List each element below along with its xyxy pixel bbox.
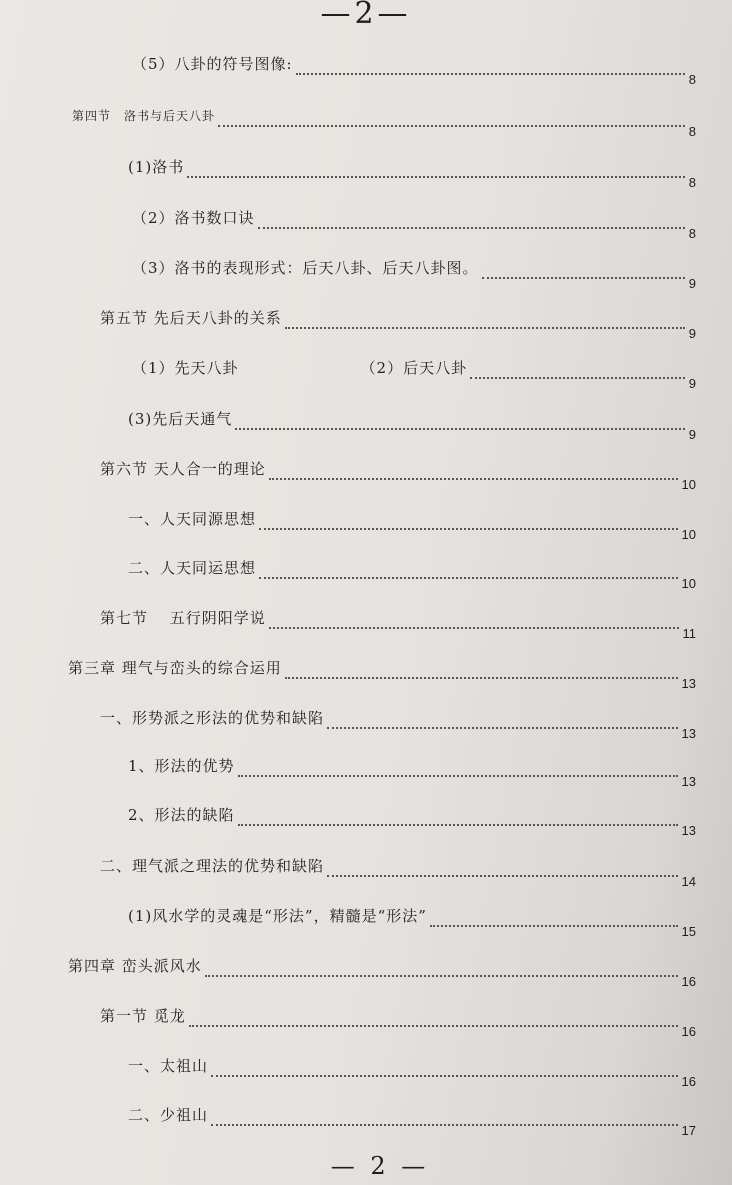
- toc-page-number: 13: [681, 726, 696, 741]
- toc-page-number: 14: [681, 874, 696, 889]
- toc-page-number: 9: [688, 376, 696, 391]
- toc-leader-dots: [482, 277, 685, 279]
- toc-entry-luoshu-rhyme: [132, 211, 696, 241]
- toc-entry-xingfa-pros: [128, 759, 696, 789]
- toc-page-number: 13: [681, 774, 696, 789]
- toc-leader-dots: [285, 327, 685, 329]
- toc-page-number: 15: [681, 924, 696, 939]
- toc-entry-text: 第三章 理气与峦头的综合运用: [68, 659, 282, 677]
- toc-page-number: 9: [688, 276, 696, 291]
- toc-leader-dots: [205, 975, 678, 977]
- toc-entry-text: 2、形法的缺陷: [128, 806, 235, 824]
- toc-entry-section-7: [100, 611, 696, 641]
- toc-entry-text: 第七节 五行阴阳学说: [100, 609, 266, 627]
- toc-entry-chapter-4: [68, 959, 696, 989]
- toc-page-number: 17: [681, 1123, 696, 1138]
- toc-entry-bagua-symbols: [132, 57, 696, 87]
- toc-entry-text: 一、形势派之形法的优势和缺陷: [100, 709, 325, 727]
- toc-page-number: 16: [681, 974, 696, 989]
- toc-leader-dots: [259, 528, 678, 530]
- toc-leader-dots: [285, 677, 678, 679]
- toc-page-number: 16: [681, 1074, 696, 1089]
- toc-entry-text-second: （2）后天八卦: [360, 359, 468, 377]
- toc-entry-text: （1）先天八卦: [132, 359, 239, 377]
- toc-leader-dots: [470, 377, 685, 379]
- toc-page-number: 9: [688, 427, 696, 442]
- toc-entry-section-4: [72, 109, 696, 139]
- toc-entry-text: 二、人天同运思想: [128, 559, 257, 577]
- toc-leader-dots: [269, 478, 678, 480]
- toc-entry-xiantian-houtian: [132, 361, 696, 391]
- toc-leader-dots: [238, 824, 678, 826]
- toc-entry-section-6: [100, 462, 696, 492]
- toc-entry-taizushan: [128, 1059, 696, 1089]
- toc-entry-text: 第五节 先后天八卦的关系: [100, 309, 282, 327]
- toc-entry-text: 一、人天同源思想: [128, 510, 257, 528]
- toc-page-number: 13: [681, 823, 696, 838]
- header-page-number: —2—: [320, 0, 412, 31]
- toc-entry-text: 一、太祖山: [128, 1057, 209, 1075]
- toc-entry-text: （3）洛书的表现形式：后天八卦、后天八卦图。: [132, 259, 479, 277]
- toc-leader-dots: [235, 428, 685, 430]
- toc-leader-dots: [189, 1025, 678, 1027]
- toc-page-number: 16: [681, 1024, 696, 1039]
- toc-entry-chapter-3: [68, 661, 696, 691]
- toc-leader-dots: [327, 727, 678, 729]
- toc-entry-text: 第四节 洛书与后天八卦: [72, 109, 216, 123]
- toc-entry-xingfa-cons: [128, 808, 696, 838]
- toc-entry-text: 第一节 觅龙: [100, 1007, 186, 1025]
- toc-entry-section-1-milong: [100, 1009, 696, 1039]
- toc-entry-text: 二、少祖山: [128, 1106, 209, 1124]
- footer-page-number: — 2 —: [330, 1152, 430, 1180]
- toc-page-number: 8: [688, 72, 696, 87]
- toc-entry-tongyuan: [128, 512, 696, 542]
- toc-page-number: 11: [682, 626, 696, 641]
- toc-page-number: 8: [688, 226, 696, 241]
- toc-entry-tongqi: [128, 412, 696, 442]
- toc-leader-dots: [187, 176, 685, 178]
- toc-entry-text: （2）洛书数口诀: [132, 209, 255, 227]
- toc-page-number: 10: [681, 576, 696, 591]
- toc-entry-text: (1)洛书: [128, 158, 185, 176]
- toc-page-number: 10: [681, 477, 696, 492]
- toc-leader-dots: [211, 1124, 678, 1126]
- toc-leader-dots: [327, 875, 678, 877]
- toc-entry-text: 第四章 峦头派风水: [68, 957, 202, 975]
- toc-leader-dots: [259, 577, 678, 579]
- toc-entry-text: 1、形法的优势: [128, 757, 235, 775]
- toc-entry-shaozushan: [128, 1108, 696, 1138]
- toc-entry-text: 二、理气派之理法的优势和缺陷: [100, 857, 325, 875]
- toc-page-number: 13: [681, 676, 696, 691]
- toc-entry-fengshui-soul: [128, 909, 696, 939]
- toc-entry-section-5: [100, 311, 696, 341]
- toc-page-number: 8: [688, 124, 696, 139]
- toc-leader-dots: [211, 1075, 678, 1077]
- toc-leader-dots: [296, 73, 685, 75]
- toc-entry-lifa-pros-cons: [100, 859, 696, 889]
- toc-page-number: 10: [681, 527, 696, 542]
- toc-entry-text: (3)先后天通气: [128, 410, 233, 428]
- toc-entry-text: （5）八卦的符号图像:: [132, 55, 293, 73]
- toc-entry-text: 第六节 天人合一的理论: [100, 460, 266, 478]
- toc-leader-dots: [238, 775, 678, 777]
- toc-page-number: 9: [688, 326, 696, 341]
- toc-leader-dots: [269, 627, 679, 629]
- toc-entry-luoshu: [128, 160, 696, 190]
- toc-entry-tongyun: [128, 561, 696, 591]
- toc-entry-luoshu-forms: [132, 261, 696, 291]
- toc-leader-dots: [258, 227, 685, 229]
- toc-leader-dots: [218, 125, 685, 127]
- toc-entry-text: (1)风水学的灵魂是“形法”，精髓是“形法”: [128, 907, 427, 925]
- toc-page-number: 8: [688, 175, 696, 190]
- toc-entry-xingfa-pros-cons: [100, 711, 696, 741]
- toc-leader-dots: [430, 925, 678, 927]
